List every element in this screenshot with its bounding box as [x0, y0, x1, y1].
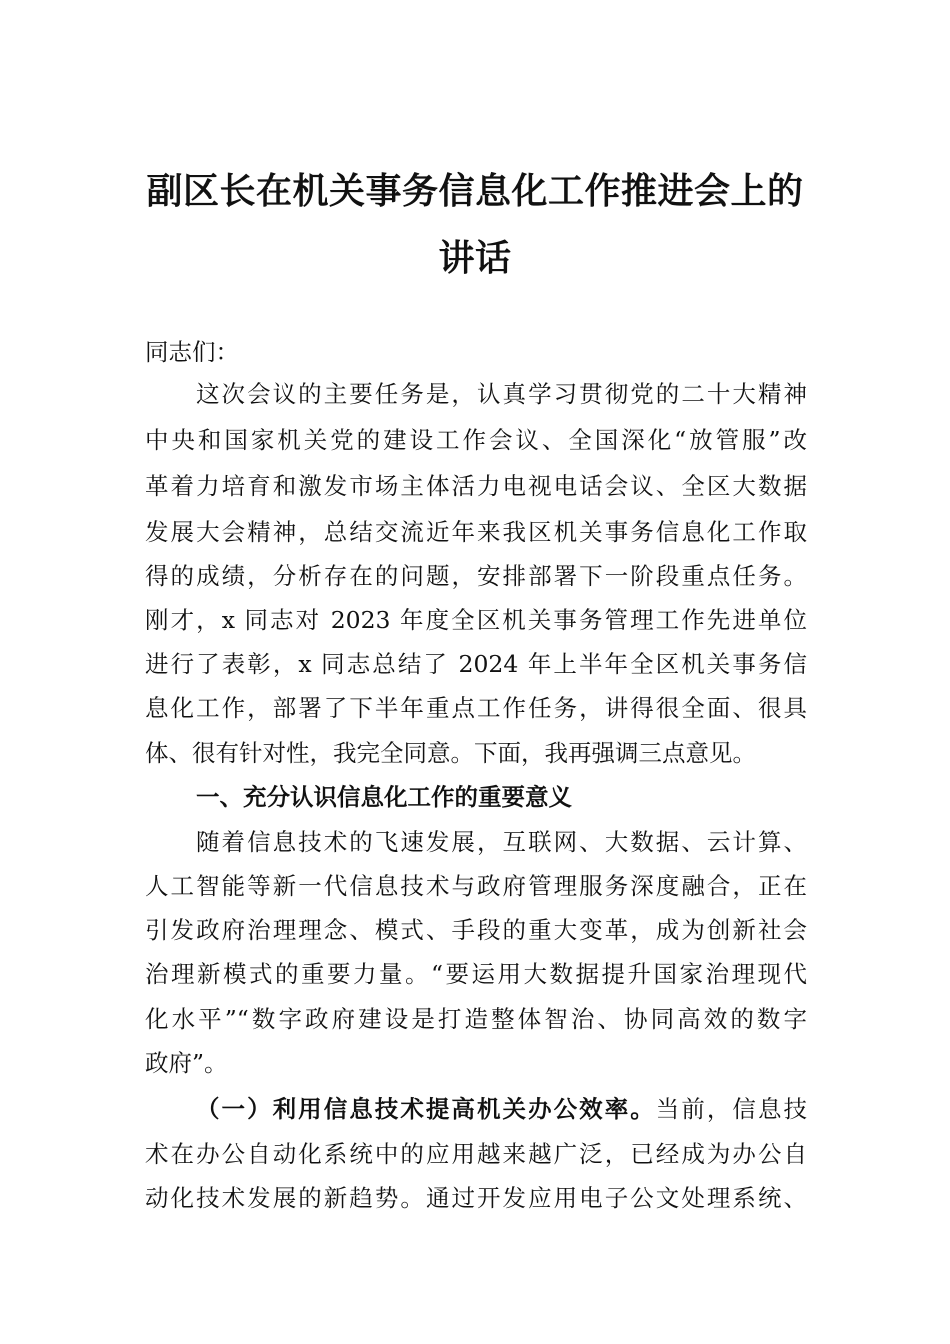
paragraph-line: 息化工作，部署了下半年重点工作任务，讲得很全面、很具	[145, 694, 807, 722]
subsection-heading: （一）利用信息技术提高机关办公效率。	[196, 1095, 656, 1123]
paragraph-line: 这次会议的主要任务是，认真学习贯彻党的二十大精神	[196, 380, 807, 408]
paragraph-line: 随着信息技术的飞速发展，互联网、大数据、云计算、	[196, 828, 807, 856]
paragraph-line: 得的成绩，分析存在的问题，安排部署下一阶段重点任务。	[145, 562, 807, 590]
paragraph-line: 治理新模式的重要力量。“要运用大数据提升国家治理现代	[145, 960, 807, 988]
paragraph-line: 人工智能等新一代信息技术与政府管理服务深度融合，正在	[145, 872, 807, 900]
document-title-line-2: 讲话	[438, 237, 512, 279]
paragraph-line: 进行了表彰，x 同志总结了 2024 年上半年全区机关事务信	[145, 650, 807, 678]
salutation: 同志们：	[145, 338, 239, 366]
paragraph-line: 中央和国家机关党的建设工作会议、全国深化“放管服”改	[145, 426, 807, 454]
paragraph-line: 政府”。	[145, 1049, 228, 1077]
paragraph-line: 动化技术发展的新趋势。通过开发应用电子公文处理系统、	[145, 1184, 807, 1212]
paragraph-line: 发展大会精神，总结交流近年来我区机关事务信息化工作取	[145, 518, 807, 546]
paragraph-line: 刚才，x 同志对 2023 年度全区机关事务管理工作先进单位	[145, 606, 807, 634]
paragraph-line: 引发政府治理理念、模式、手段的重大变革，成为创新社会	[145, 916, 807, 944]
paragraph-line: 革着力培育和激发市场主体活力电视电话会议、全区大数据	[145, 472, 807, 500]
paragraph-line: 体、很有针对性，我完全同意。下面，我再强调三点意见。	[145, 739, 756, 767]
paragraph-line: 化水平”“数字政府建设是打造整体智治、协同高效的数字	[145, 1005, 807, 1033]
paragraph-text: 当前，信息技	[655, 1095, 808, 1123]
document-title-line-1: 副区长在机关事务信息化工作推进会上的	[146, 170, 804, 212]
paragraph-line: 术在办公自动化系统中的应用越来越广泛，已经成为办公自	[145, 1140, 807, 1168]
section-heading: 一、充分认识信息化工作的重要意义	[196, 783, 572, 811]
paragraph-line	[196, 1089, 807, 1129]
